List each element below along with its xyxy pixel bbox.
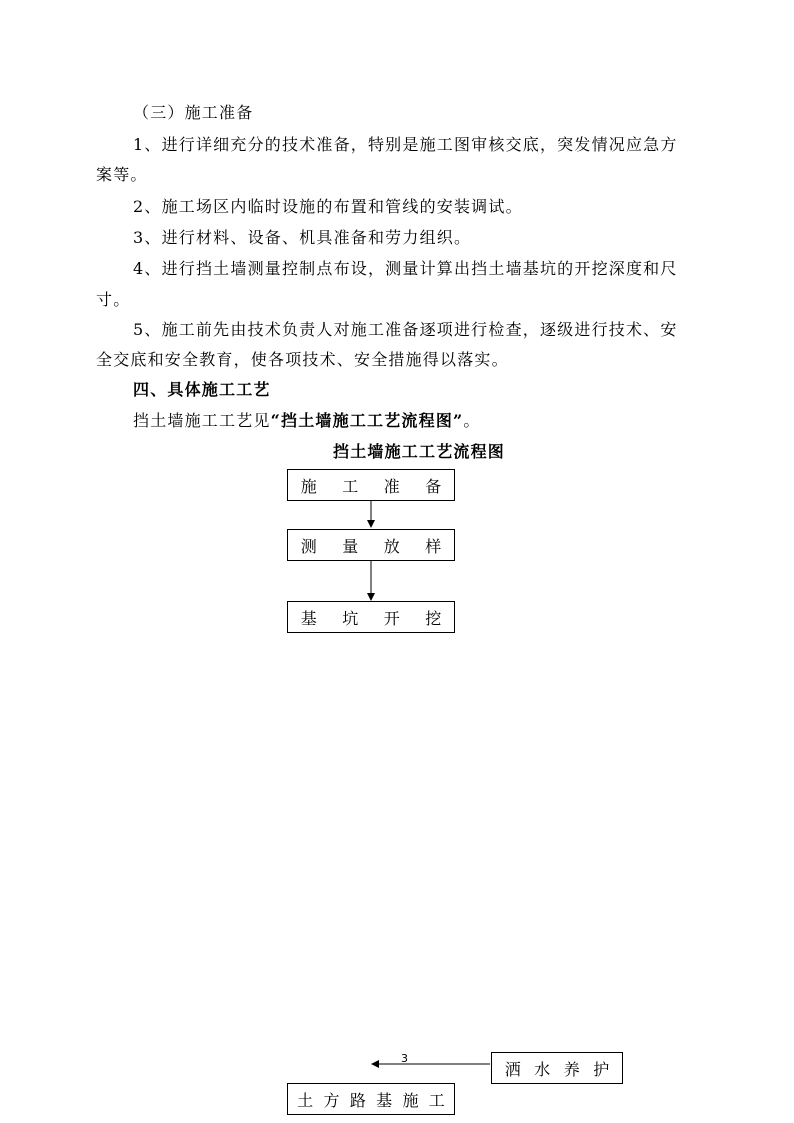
paragraph-line: 1、进行详细充分的技术准备，特别是施工图审核交底，突发情况应急方	[133, 135, 678, 154]
intro-suffix: 。	[463, 411, 481, 430]
paragraph-line: 3、进行材料、设备、机具准备和劳力组织。	[133, 228, 472, 247]
paragraph-line: 全交底和安全教育，使各项技术、安全措施得以落实。	[96, 350, 509, 369]
paragraph-line: 2、施工场区内临时设施的布置和管线的安装调试。	[133, 197, 523, 216]
intro-prefix: 挡土墙施工工艺见	[133, 411, 271, 430]
paragraph-line: 寸。	[96, 290, 131, 309]
intro-reference: “挡土墙施工工艺流程图”	[270, 411, 464, 430]
flow-step-survey-layout: 测 量 放 样	[287, 529, 455, 561]
page-number: 3	[401, 1052, 408, 1065]
paragraph-line: 4、进行挡土墙测量控制点布设，测量计算出挡土墙基坑的开挖深度和尺	[133, 259, 678, 278]
flow-step-construction-prep: 施 工 准 备	[287, 469, 455, 501]
paragraph-line: 案等。	[96, 165, 148, 184]
flow-step-pit-excavation: 基 坑 开 挖	[287, 601, 455, 633]
flow-step-earthwork-subgrade: 土 方 路 基 施 工	[287, 1083, 455, 1115]
section-heading: （三）施工准备	[133, 103, 254, 122]
section-heading-4: 四、具体施工工艺	[133, 380, 271, 399]
flowchart-title: 挡土墙施工工艺流程图	[333, 442, 506, 461]
paragraph-line: 5、施工前先由技术负责人对施工准备逐项进行检查，逐级进行技术、安	[133, 320, 678, 339]
flow-step-water-curing: 洒 水 养 护	[491, 1052, 623, 1084]
